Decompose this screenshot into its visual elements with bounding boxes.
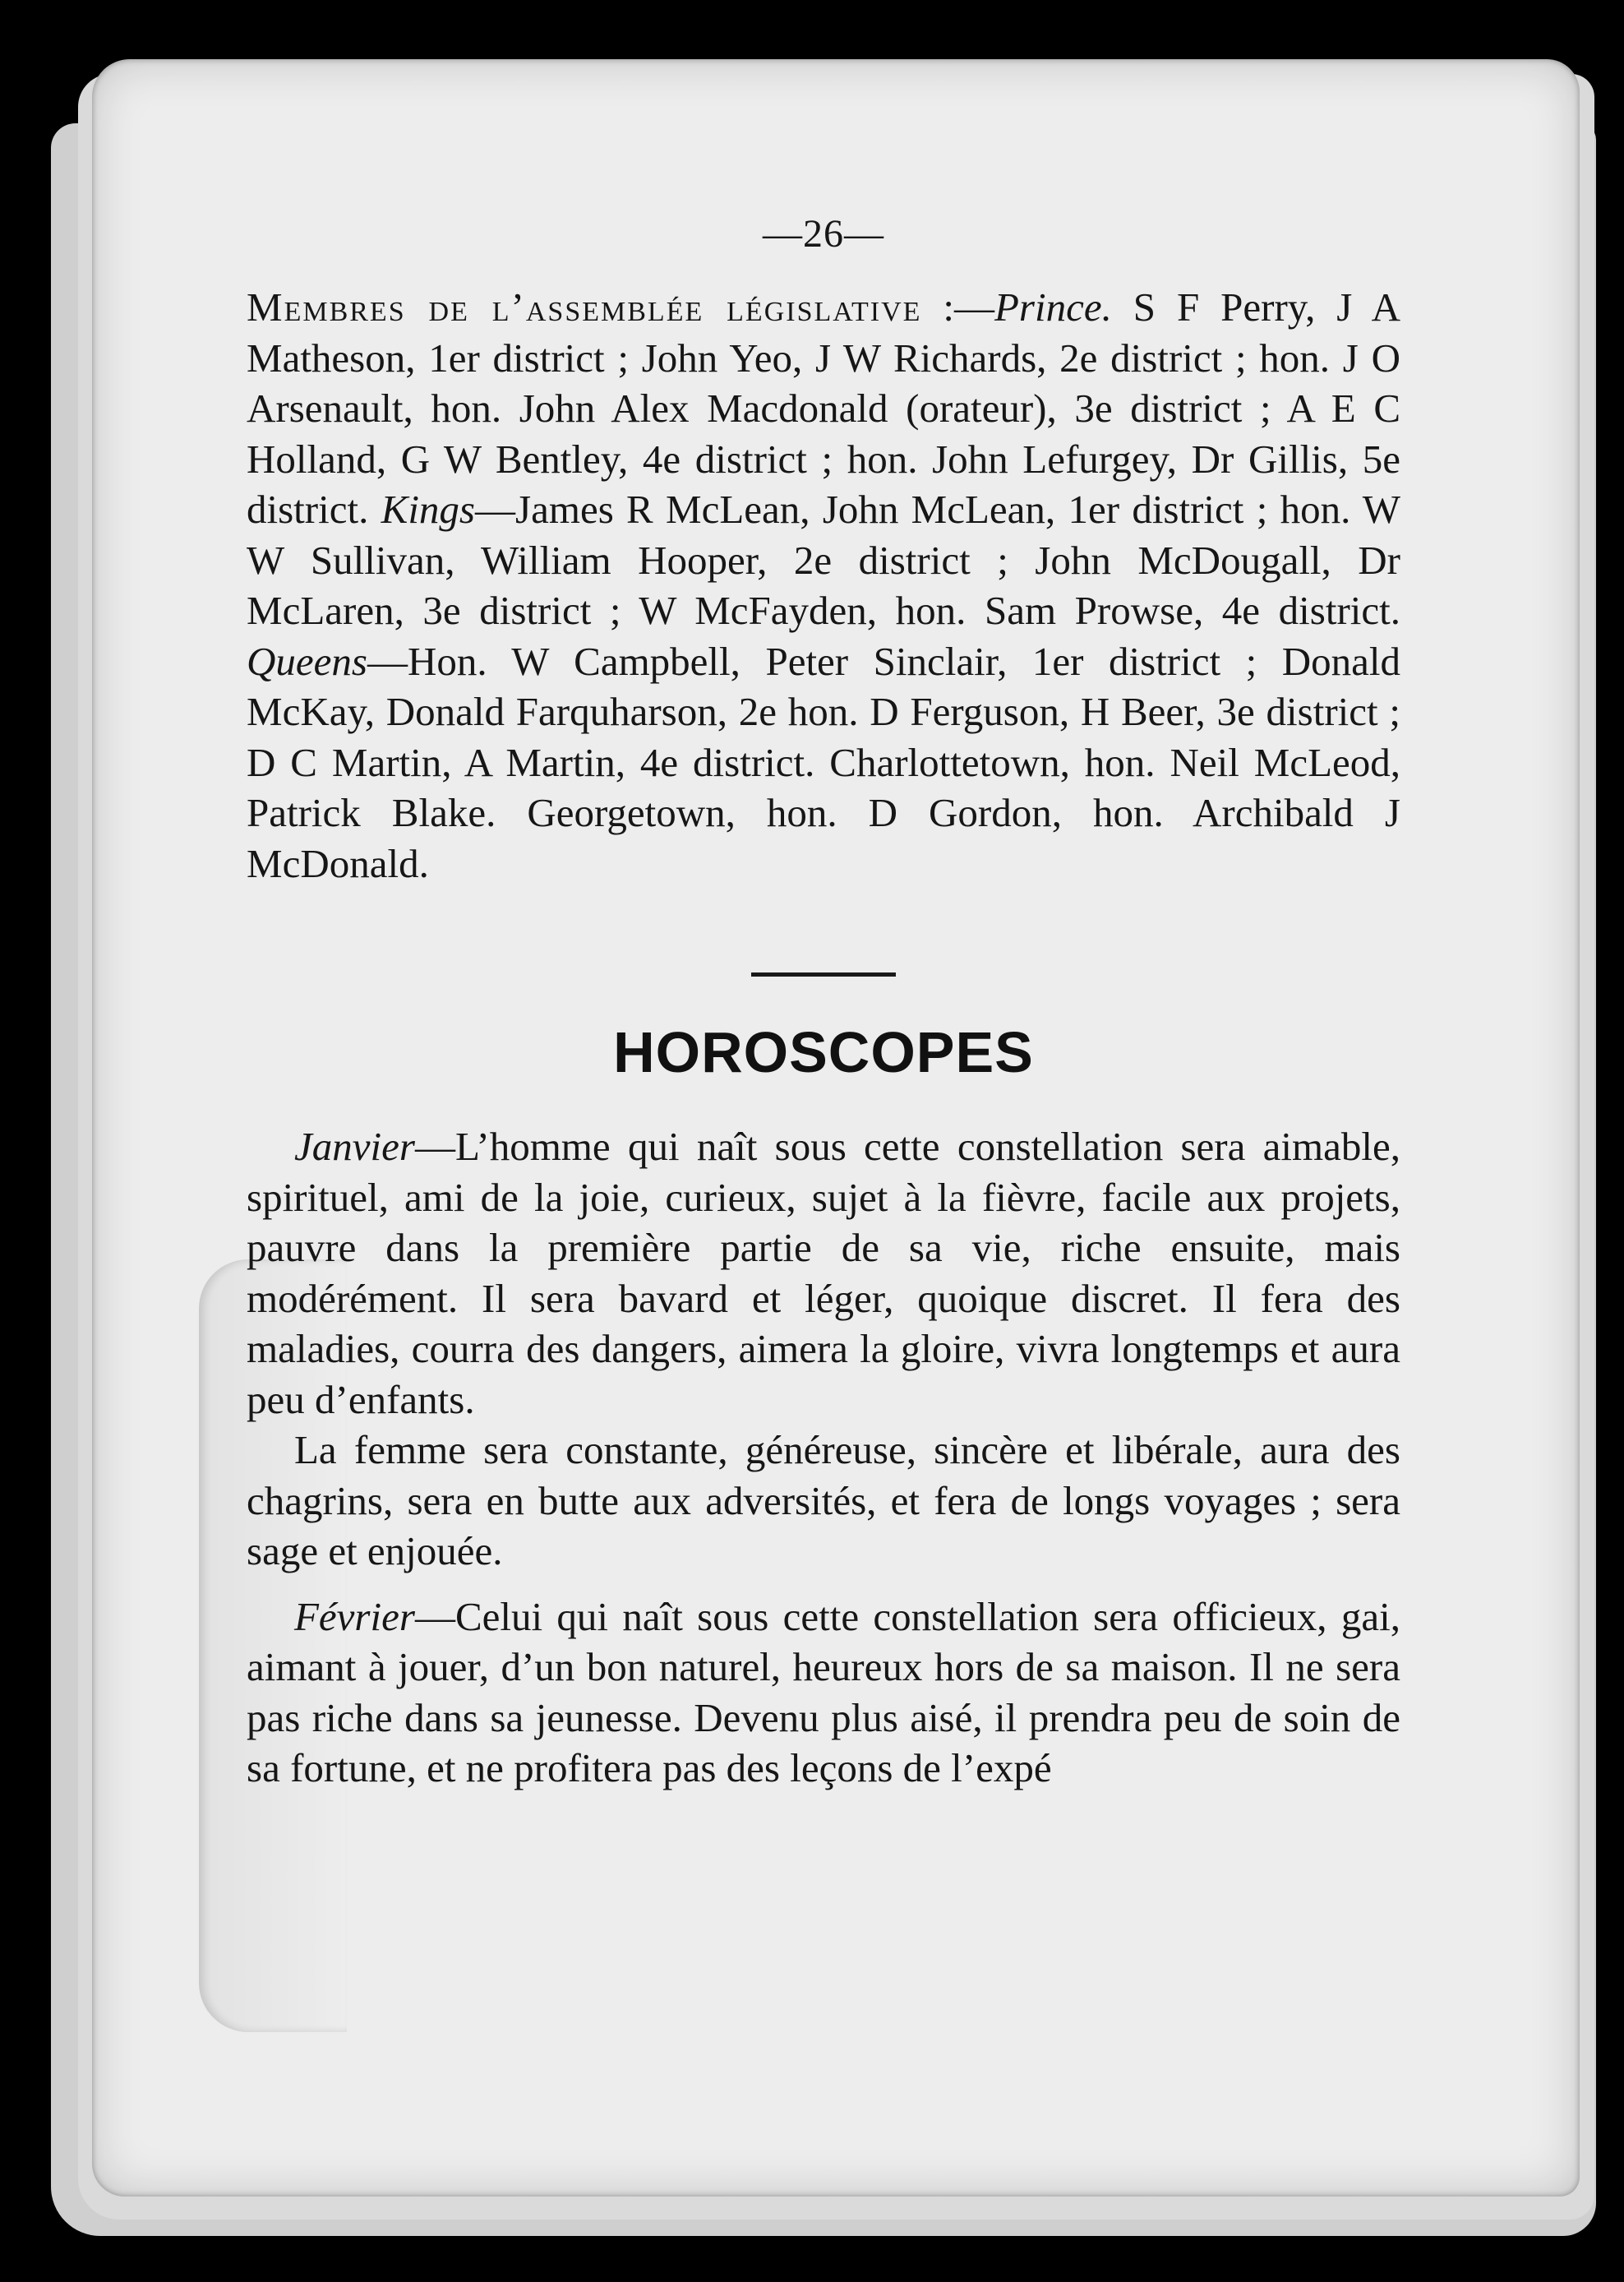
page-content	[247, 210, 1400, 1794]
section-divider	[751, 972, 896, 977]
prince-label: Prince.	[994, 284, 1112, 330]
section-title: HOROSCOPES	[613, 1020, 1034, 1084]
fevrier-label: Février	[294, 1593, 415, 1639]
fevrier-text: —Celui qui naît sous cette constellation sera officieux, gai, aimant à jouer, d’un bon naturel, heureux hors de sa maison. Il ne sera pas riche dans sa jeunesse. Devenu plus aisé, il prendra peu de soin de sa fortune, et ne profitera pas des leçons de l’expé	[247, 1593, 1400, 1790]
fevrier-paragraph	[247, 1591, 1400, 1794]
page-number: —26—	[763, 212, 884, 256]
janvier-femme-paragraph: La femme sera constante, généreuse, sincère et libérale, aura des chagrins, sera en butte aux adversités, et fera de longs voyages ; sera sage et enjouée.	[247, 1427, 1400, 1573]
members-heading: Membres de l’assemblée législative	[247, 284, 922, 330]
members-paragraph	[247, 282, 1400, 889]
queens-text: —Hon. W Campbell, Peter Sinclair, 1er district ; Donald McKay, Donald Farquharson, 2e hon. D Ferguson, H Beer, 3e district ; D C Martin, A Martin, 4e district. Charlottetown, hon. Neil McLeod, Patrick Blake. Georgetown, hon. D Gordon, hon. Archibald J McDonald.	[247, 638, 1400, 886]
prince-text: S F Perry, J A Matheson, 1er district ; John Yeo, J W Richards, 2e district ; hon. J O Arsenault, hon. John Alex Macdonald (orateur), 3e district ; A E C Holland, G W Bentley, 4e district ; hon. John Lefurgey, Dr Gillis, 5e district.	[247, 284, 1400, 532]
janvier-label: Janvier	[294, 1124, 415, 1169]
queens-label: Queens	[247, 638, 367, 684]
janvier-text: —L’homme qui naît sous cette constellation sera aimable, spirituel, ami de la joie, curieux, sujet à la fièvre, facile aux projets, pauvre dans la première partie de sa vie, riche ensuite, mais modérément. Il sera bavard et léger, quoique discret. Il fera des maladies, courra des dangers, aimera la gloire, vivra longtemps et aura peu d’enfants.	[247, 1124, 1400, 1422]
janvier-paragraph	[247, 1121, 1400, 1425]
members-heading-sep: :—	[921, 284, 994, 330]
kings-label: Kings	[381, 487, 476, 532]
kings-text: —James R McLean, John McLean, 1er district ; hon. W W Sullivan, William Hooper, 2e district ; John McDougall, Dr McLaren, 3e district ; W McFayden, hon. Sam Prowse, 4e district.	[247, 487, 1401, 633]
